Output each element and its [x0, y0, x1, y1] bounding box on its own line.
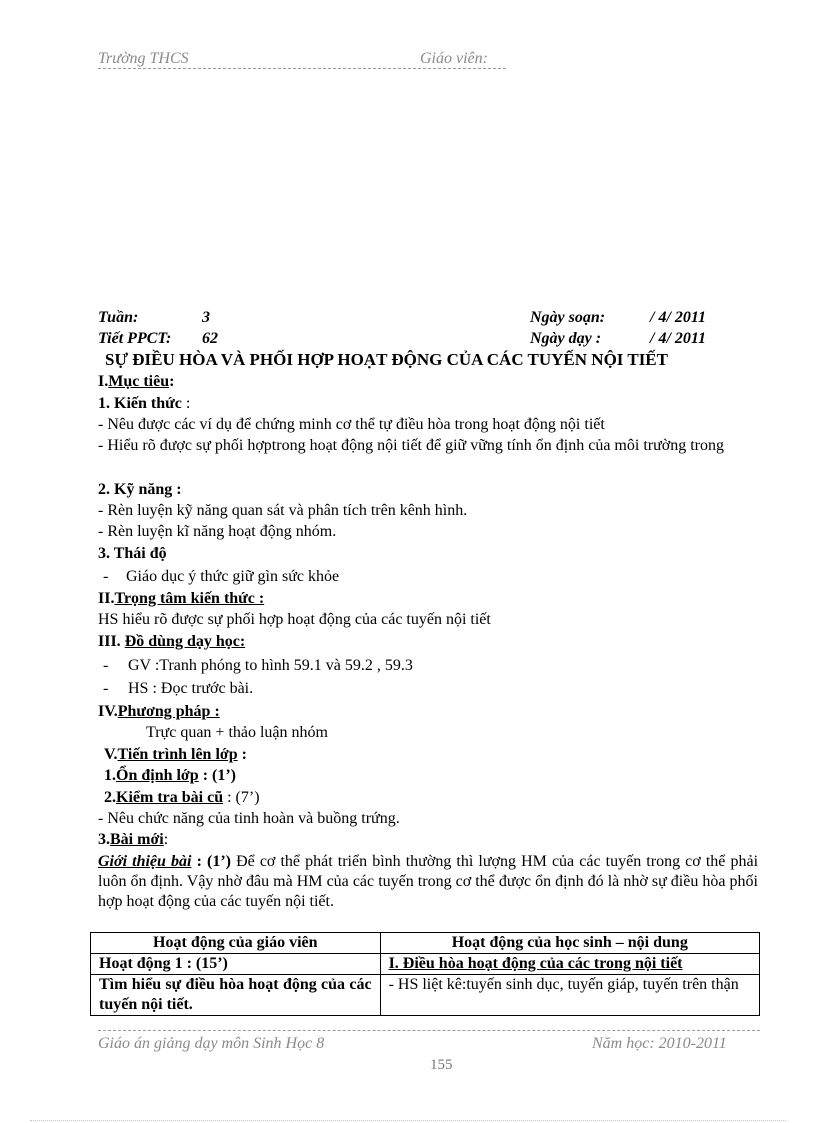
section-method	[98, 702, 220, 722]
step-number: 3.	[98, 831, 110, 848]
table-row	[91, 954, 760, 975]
prep-date-value: / 4/ 2011	[650, 309, 707, 326]
step-heading: Ổn định lớp	[116, 767, 199, 784]
material-item-2: HS : Đọc trước bài.	[128, 680, 254, 697]
material-item-1: GV :Tranh phóng to hình 59.1 và 59.2 , 59.3	[128, 657, 413, 674]
section-number: II.	[98, 590, 115, 607]
attitude-item-1: Giáo dục ý thức giữ gìn sức khỏe	[126, 568, 340, 585]
subsection-attitude: 3. Thái độ	[98, 545, 167, 562]
knowledge-item-1: - Nêu được các ví dụ để chứng minh cơ thể tự điều hòa trong hoạt động nội tiết	[98, 416, 605, 433]
header-school: Trường THCS	[98, 50, 189, 67]
section-heading: Mục tiêu	[108, 373, 170, 390]
footer-subject: Giáo án giảng dạy môn Sinh Học 8	[98, 1035, 325, 1052]
focus-text: HS hiểu rõ được sự phối hợp hoạt động của các tuyến nội tiết	[98, 611, 491, 628]
section-number: I.	[98, 373, 109, 390]
content-1-description: - HS liệt kê:tuyến sinh dục, tuyến giáp, tuyến trên thận	[380, 975, 759, 1016]
attitude-dash: -	[103, 568, 109, 585]
step-time: : (1’)	[198, 767, 236, 784]
footer-divider	[98, 1030, 760, 1031]
section-focus	[98, 589, 264, 609]
section-heading: Phương pháp :	[117, 703, 220, 720]
intro-text: Để cơ thể phát triển bình thường thì lượng HM của các tuyến trong cơ thể phải luôn ổn định. Vậy nhờ đâu mà HM của các tuyến trong cơ thể được ổn định đó là nhờ sự điều hòa phối hợp hoạt động của các tuyến nội tiết.	[98, 853, 759, 910]
section-colon: :	[237, 746, 247, 763]
step-colon: :	[163, 831, 169, 848]
subsection-knowledge	[98, 394, 190, 414]
period-value: 62	[202, 330, 218, 347]
activity-1-description: Tìm hiểu sự điều hòa hoạt động của các tuyến nội tiết.	[91, 975, 381, 1016]
lesson-title: SỰ ĐIỀU HÒA VÀ PHỐI HỢP HOẠT ĐỘNG CỦA CÁC TUYẾN NỘI TIẾT	[105, 350, 668, 369]
step-old-lesson-check	[104, 788, 260, 808]
teach-date-value: / 4/ 2011	[650, 330, 707, 347]
section-heading: Đồ dùng dạy học:	[124, 633, 246, 650]
subsection-skills: 2. Kỹ năng :	[98, 481, 182, 498]
section-materials	[98, 632, 245, 652]
footer-school-year: Năm học: 2010-2011	[592, 1035, 727, 1052]
section-number: IV.	[98, 703, 118, 720]
section-number: III.	[98, 633, 125, 650]
step-time: : (7’)	[223, 789, 260, 806]
section-objectives	[98, 372, 174, 392]
week-value: 3	[202, 309, 210, 326]
header-divider	[98, 68, 506, 69]
header-teacher: Giáo viên:	[420, 50, 488, 67]
material-dash-2: -	[103, 680, 109, 697]
intro-label: Giới thiệu bài	[98, 853, 192, 870]
header-student-activity: Hoạt động của học sinh – nội dung	[380, 933, 759, 954]
subsection-colon: :	[181, 395, 191, 412]
content-1-title: I. Điều hòa hoạt động của các trong nội tiết	[380, 954, 759, 975]
lesson-intro-paragraph	[98, 852, 758, 912]
section-heading: Trọng tâm kiến thức :	[114, 590, 265, 607]
skill-item-2: - Rèn luyện kĩ năng hoạt động nhóm.	[98, 523, 337, 540]
activity-1-title: Hoạt động 1 : (15’)	[91, 954, 381, 975]
material-dash-1: -	[103, 657, 109, 674]
step-number: 2.	[104, 789, 116, 806]
step-class-order	[104, 766, 236, 786]
prep-date-label: Ngày soạn:	[530, 309, 606, 326]
period-label: Tiết PPCT:	[98, 330, 172, 347]
step-heading: Kiểm tra bài cũ	[116, 789, 224, 806]
intro-time: : (1’)	[191, 853, 237, 870]
section-number: V.	[104, 746, 118, 763]
week-label: Tuần:	[98, 309, 139, 326]
header-teacher-activity: Hoạt động của giáo viên	[91, 933, 381, 954]
skill-item-1: - Rèn luyện kỹ năng quan sát và phân tích trên kênh hình.	[98, 502, 468, 519]
teach-date-label: Ngày dạy :	[530, 330, 602, 347]
table-row	[91, 975, 760, 1016]
step-heading: Bài mới	[110, 831, 164, 848]
step-new-lesson	[98, 830, 168, 850]
old-lesson-question: - Nêu chức năng của tinh hoàn và buồng trứng.	[98, 810, 400, 827]
table-header-row	[91, 933, 760, 954]
section-procedure	[104, 745, 247, 765]
section-colon: :	[169, 373, 175, 390]
step-number: 1.	[104, 767, 116, 784]
section-heading: Tiến trình lên lớp	[117, 746, 238, 763]
subsection-heading: 1. Kiến thức	[98, 395, 182, 412]
activity-table	[90, 932, 760, 1016]
method-text: Trực quan + thảo luận nhóm	[146, 724, 328, 741]
knowledge-item-2: - Hiểu rõ được sự phối hợptrong hoạt động nội tiết để giữ vững tính ổn định của môi trường trong	[98, 437, 724, 454]
page-number: 155	[430, 1057, 453, 1073]
page-bottom-divider	[30, 1120, 786, 1121]
